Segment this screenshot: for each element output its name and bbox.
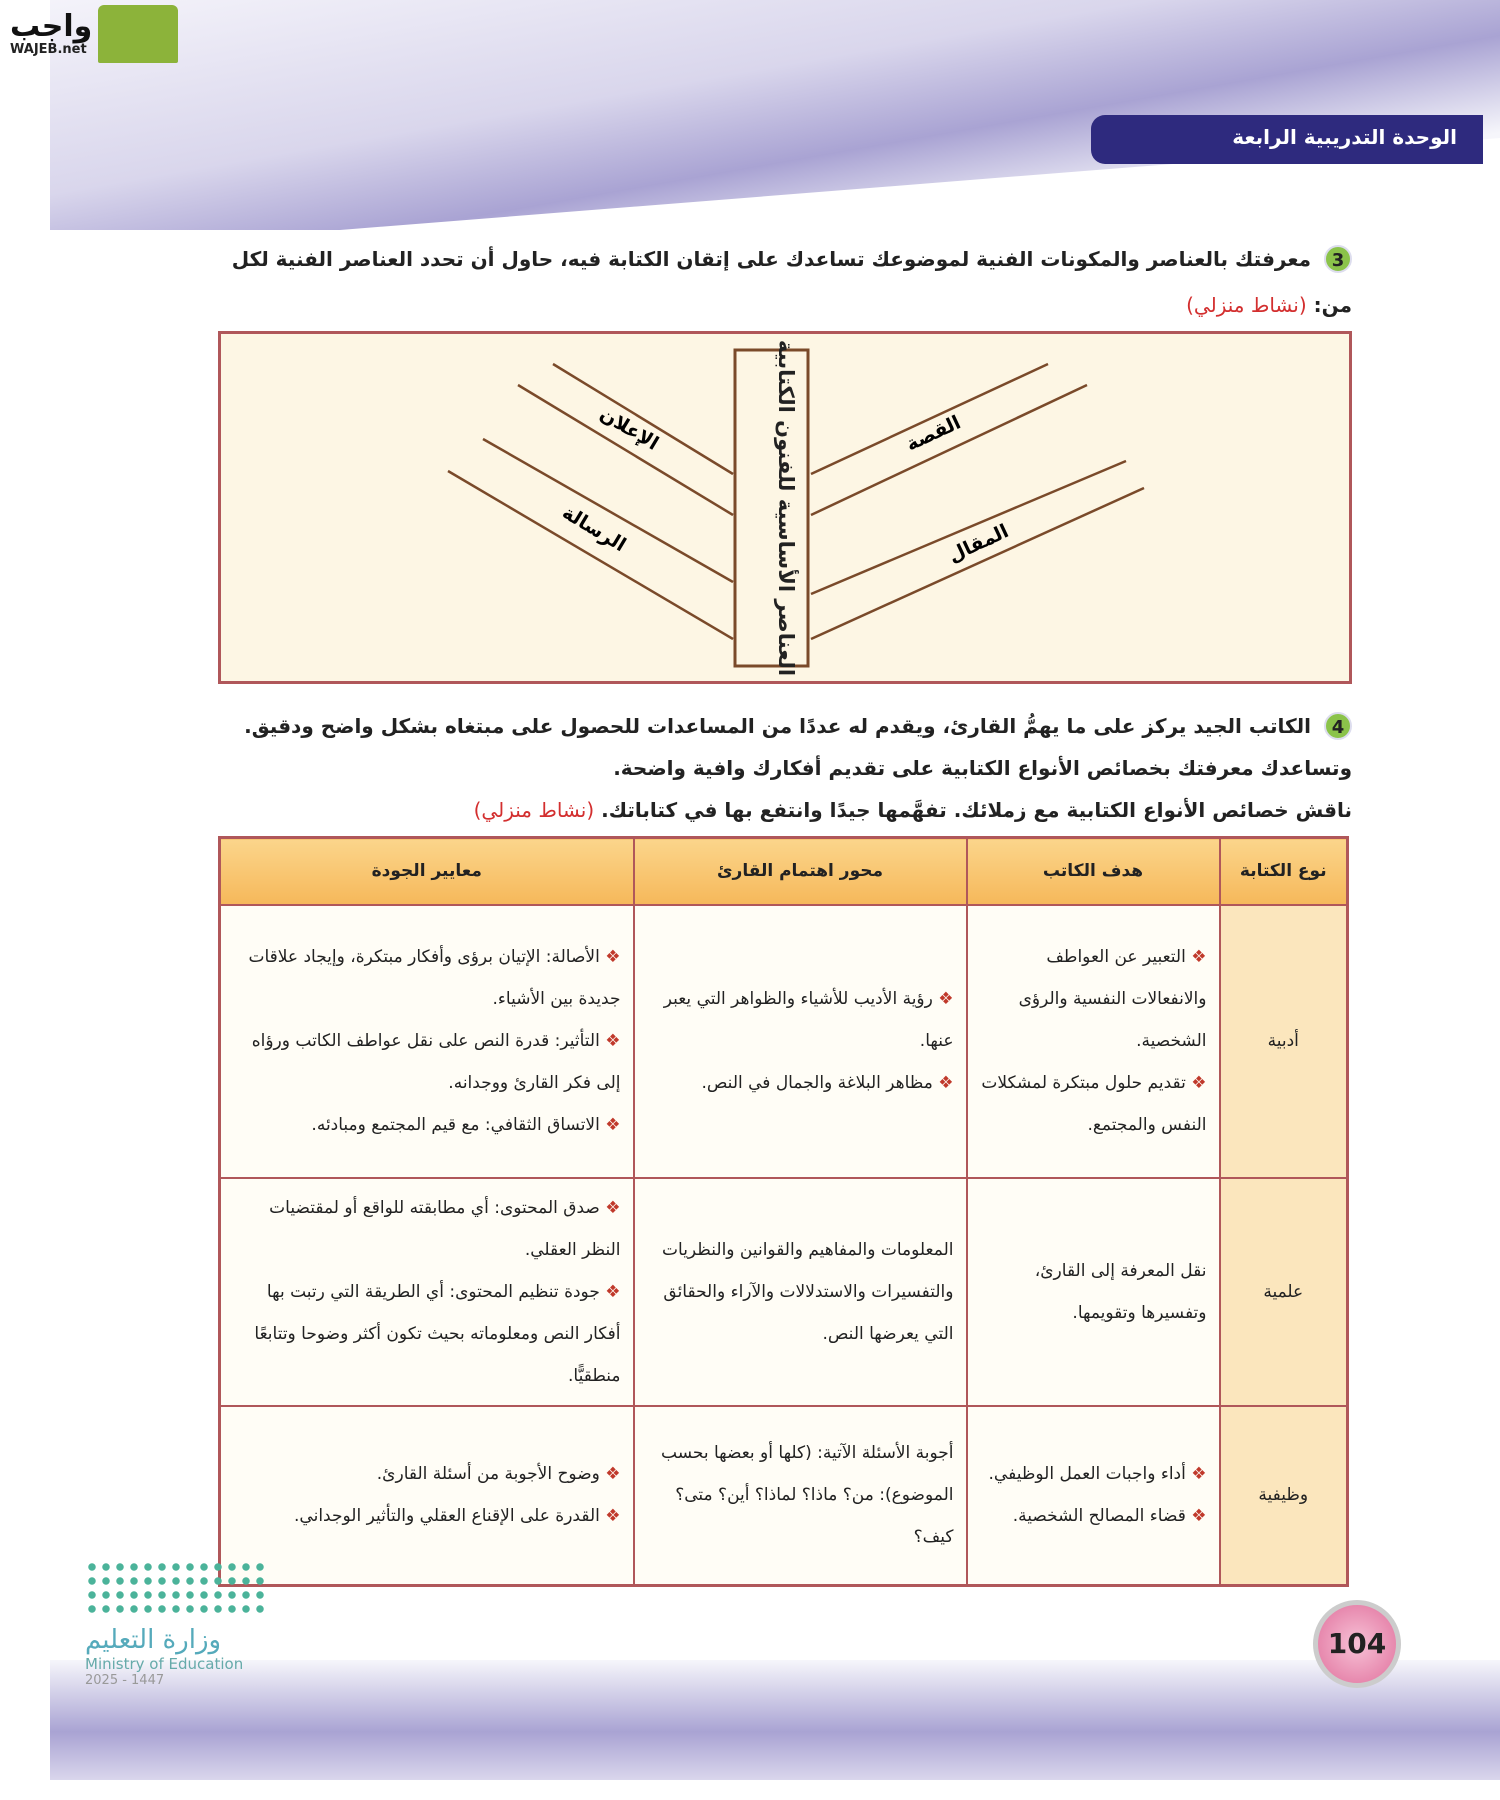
quality-cell: ❖ الأصالة: الإتيان برؤى وأفكار مبتكرة، وإيجاد علاقات جديدة بين الأشياء. ❖ التأثير: قدرة النص على نقل عواطف الكاتب ورؤاه إلى فكر القارئ ووجدانه. ❖ الاتساق الثقافي: مع قيم المجتمع ومبادئه. xyxy=(220,905,634,1178)
bullet: وضوح الأجوبة من أسئلة القارئ. xyxy=(376,1464,600,1485)
table-row xyxy=(220,905,1348,1178)
header-focus: محور اهتمام القارئ xyxy=(634,838,967,905)
branch-line xyxy=(811,461,1126,594)
logo-text: واجب xyxy=(10,8,93,44)
ministry-name-en: Ministry of Education xyxy=(85,1655,244,1673)
ministry-name-ar: وزارة التعليم xyxy=(85,1625,222,1655)
activity-note: (نشاط منزلي) xyxy=(473,798,595,822)
question-text: معرفتك بالعناصر والمكونات الفنية لموضوعك تساعدك على إتقان الكتابة فيه، حاول أن تحدد العناصر الفنية لكل من: xyxy=(231,247,1352,317)
branch-line xyxy=(448,471,733,639)
focus-cell: المعلومات والمفاهيم والقوانين والنظريات والتفسيرات والاستدلالات والآراء والحقائق التي يعرضها النص. xyxy=(634,1178,967,1406)
header-quality: معايير الجودة xyxy=(220,838,634,905)
table-header-row xyxy=(220,838,1348,905)
bullet: صدق المحتوى: أي مطابقته للواقع أو لمقتضيات النظر العقلي. xyxy=(269,1197,621,1260)
bullet: الاتساق الثقافي: مع قيم المجتمع ومبادئه. xyxy=(311,1115,600,1135)
branch-line xyxy=(483,439,733,582)
goal-cell: ❖ أداء واجبات العمل الوظيفي. ❖ قضاء المصالح الشخصية. xyxy=(967,1406,1220,1586)
year: 2025 - 1447 xyxy=(85,1673,165,1688)
bullet: الأصالة: الإتيان برؤى وأفكار مبتكرة، وإيجاد علاقات جديدة بين الأشياء. xyxy=(248,947,621,1009)
branch-line xyxy=(811,488,1144,639)
writing-types-table xyxy=(218,836,1349,1587)
activity-note: (نشاط منزلي) xyxy=(1186,293,1307,317)
bullet: مظاهر البلاغة والجمال في النص. xyxy=(701,1073,933,1093)
ministry-logo xyxy=(85,1560,265,1688)
type-cell: علمية xyxy=(1220,1178,1348,1406)
bullet: التعبير عن العواطف والانفعالات النفسية والرؤى الشخصية. xyxy=(1018,947,1207,1051)
ministry-emblem-icon xyxy=(85,1560,265,1615)
bullet: رؤية الأديب للأشياء والظواهر التي يعبر عنها. xyxy=(663,989,954,1051)
bullet: قضاء المصالح الشخصية. xyxy=(1012,1506,1186,1527)
header-goal: هدف الكاتب xyxy=(967,838,1220,905)
branch-label-letter: الرسالة xyxy=(558,501,630,557)
quality-cell: ❖ وضوح الأجوبة من أسئلة القارئ. ❖ القدرة على الإقناع العقلي والتأثير الوجداني. xyxy=(220,1406,634,1586)
type-cell: أدبية xyxy=(1220,905,1348,1178)
unit-title: الوحدة التدريبية الرابعة xyxy=(1091,115,1483,164)
branch-line xyxy=(518,385,733,515)
question-3 xyxy=(212,236,1352,328)
bullet: تقديم حلول مبتكرة لمشكلات النفس والمجتمع. xyxy=(981,1073,1207,1135)
book-icon xyxy=(98,5,178,63)
goal-cell: ❖ التعبير عن العواطف والانفعالات النفسية والرؤى الشخصية. ❖ تقديم حلول مبتكرة لمشكلات النفس والمجتمع. xyxy=(967,905,1220,1178)
question-text-2: ناقش خصائص الأنواع الكتابية مع زملائك. تفهَّمها جيدًا وانتفع بها في كتاباتك. xyxy=(601,798,1352,822)
table-row xyxy=(220,1178,1348,1406)
center-label: العناصر الأساسية للفنون الكتابية xyxy=(774,339,798,677)
branch-line xyxy=(553,364,733,474)
header-type: نوع الكتابة xyxy=(1220,838,1348,905)
bullet: جودة تنظيم المحتوى: أي الطريقة التي رتبت بها أفكار النص ومعلوماته بحيث تكون أكثر وضوحا وتتابعًا منطقيًّا. xyxy=(254,1281,621,1386)
goal-cell: نقل المعرفة إلى القارئ، وتفسيرها وتقويمها. xyxy=(967,1178,1220,1406)
fishbone-diagram xyxy=(218,331,1352,684)
footer-decoration xyxy=(50,1660,1500,1780)
branch-label-story: القصة xyxy=(902,411,965,456)
branch-label-ad: الإعلان xyxy=(595,402,663,455)
question-number: 4 xyxy=(1324,712,1352,740)
question-number: 3 xyxy=(1324,245,1352,273)
logo-sub: WAJEB.net xyxy=(10,41,87,57)
bullet: التأثير: قدرة النص على نقل عواطف الكاتب ورؤاه إلى فكر القارئ ووجدانه. xyxy=(251,1031,621,1093)
focus-cell: أجوبة الأسئلة الآتية: (كلها أو بعضها بحسب الموضوع): من؟ ماذا؟ لماذا؟ أين؟ متى؟ كيف؟ xyxy=(634,1406,967,1586)
type-cell: وظيفية xyxy=(1220,1406,1348,1586)
question-text: الكاتب الجيد يركز على ما يهمُّ القارئ، ويقدم له عددًا من المساعدات للحصول على مبتغاه بشكل واضح ودقيق. وتساعدك معرفتك بخصائص الأنواع الكتابية على تقديم أفكارك وافية واضحة. xyxy=(244,714,1352,780)
bullet: القدرة على الإقناع العقلي والتأثير الوجداني. xyxy=(294,1506,600,1527)
wajeb-logo xyxy=(10,5,178,63)
bullet: أداء واجبات العمل الوظيفي. xyxy=(988,1464,1186,1485)
focus-cell: ❖ رؤية الأديب للأشياء والظواهر التي يعبر عنها. ❖ مظاهر البلاغة والجمال في النص. xyxy=(634,905,967,1178)
page-number: 104 xyxy=(1313,1600,1401,1688)
question-4 xyxy=(212,705,1352,831)
quality-cell: ❖ صدق المحتوى: أي مطابقته للواقع أو لمقتضيات النظر العقلي. ❖ جودة تنظيم المحتوى: أي الطريقة التي رتبت بها أفكار النص ومعلوماته بحيث تكون أكثر وضوحا وتتابعًا منطقيًّا. xyxy=(220,1178,634,1406)
table-row xyxy=(220,1406,1348,1586)
branch-label-article: المقال xyxy=(944,520,1012,567)
